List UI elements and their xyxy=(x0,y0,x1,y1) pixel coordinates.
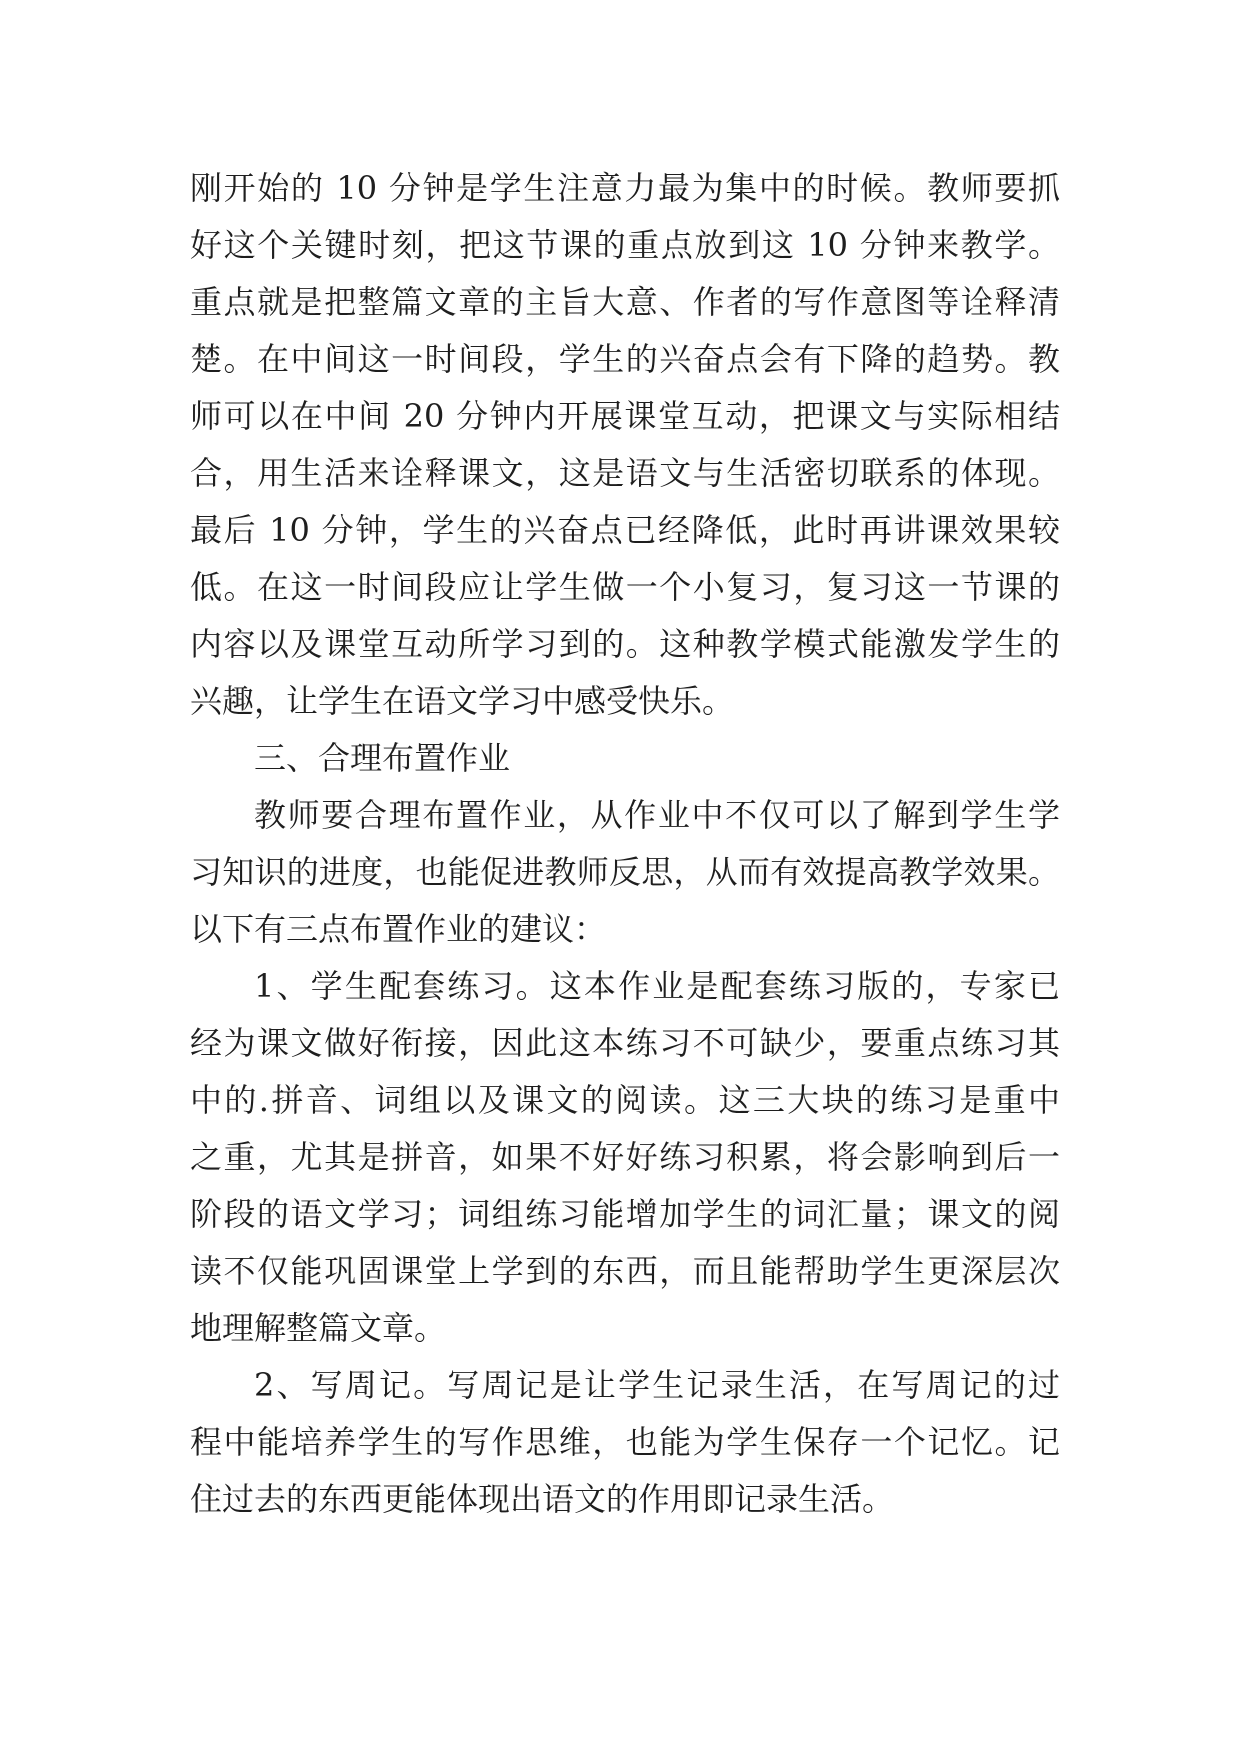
text-line: 以下有三点布置作业的建议： xyxy=(190,910,607,948)
text-line: 师可以在中间 20 分钟内开展课堂互动，把课文与实际相结 xyxy=(190,397,1060,435)
text-line: 刚开始的 10 分钟是学生注意力最为集中的时候。教师要抓 xyxy=(190,169,1060,207)
text-line: 地理解整篇文章。 xyxy=(190,1309,447,1347)
text-line: 重点就是把整篇文章的主旨大意、作者的写作意图等诠释清 xyxy=(190,283,1060,321)
paragraph-first-line: 教师要合理布置作业，从作业中不仅可以了解到学生学 xyxy=(254,796,1060,834)
text-line: 阶段的语文学习；词组练习能增加学生的词汇量；课文的阅 xyxy=(190,1195,1060,1233)
text-line: 之重，尤其是拼音，如果不好好练习积累，将会影响到后一 xyxy=(190,1138,1060,1176)
text-line: 习知识的进度，也能促进教师反思，从而有效提高教学效果。 xyxy=(190,853,1060,891)
list-item-first-line: 1、学生配套练习。这本作业是配套练习版的，专家已 xyxy=(254,967,1060,1005)
text-line: 经为课文做好衔接，因此这本练习不可缺少，要重点练习其 xyxy=(190,1024,1060,1062)
text-line: 读不仅能巩固课堂上学到的东西，而且能帮助学生更深层次 xyxy=(190,1252,1060,1290)
text-line: 合，用生活来诠释课文，这是语文与生活密切联系的体现。 xyxy=(190,454,1060,492)
list-item-first-line: 2、写周记。写周记是让学生记录生活，在写周记的过 xyxy=(254,1366,1060,1404)
text-line: 好这个关键时刻，把这节课的重点放到这 10 分钟来教学。 xyxy=(190,226,1060,264)
document-body xyxy=(190,160,1060,1528)
text-line: 住过去的东西更能体现出语文的作用即记录生活。 xyxy=(190,1480,895,1518)
text-line: 程中能培养学生的写作思维，也能为学生保存一个记忆。记 xyxy=(190,1423,1060,1461)
text-line: 最后 10 分钟，学生的兴奋点已经降低，此时再讲课效果较 xyxy=(190,511,1060,549)
text-line: 低。在这一时间段应让学生做一个小复习，复习这一节课的 xyxy=(190,568,1060,606)
section-heading: 三、合理布置作业 xyxy=(254,739,511,777)
text-line: 楚。在中间这一时间段，学生的兴奋点会有下降的趋势。教 xyxy=(190,340,1060,378)
text-line: 内容以及课堂互动所学习到的。这种教学模式能激发学生的 xyxy=(190,625,1060,663)
text-line: 兴趣，让学生在语文学习中感受快乐。 xyxy=(190,682,735,720)
text-line: 中的.拼音、词组以及课文的阅读。这三大块的练习是重中 xyxy=(190,1081,1060,1119)
